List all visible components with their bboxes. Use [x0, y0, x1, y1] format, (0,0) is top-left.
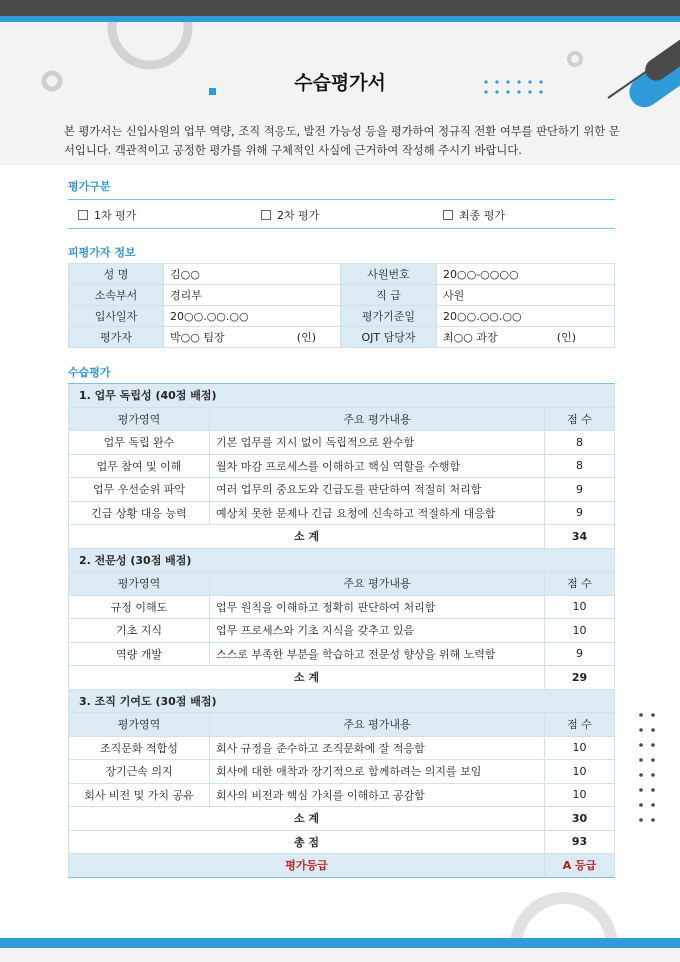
table-row — [69, 760, 615, 784]
area-cell: 업무 참여 및 이해 — [69, 454, 210, 478]
subtotal-value: 34 — [545, 525, 615, 549]
arc-decoration — [500, 870, 680, 940]
table-row — [69, 501, 615, 525]
section-title: 1. 업무 독립성 (40점 배점) — [69, 384, 615, 408]
area-cell: 기초 지식 — [69, 619, 210, 643]
dot-grid-decoration — [636, 708, 660, 832]
table-row — [69, 478, 615, 502]
seal-mark: (인) — [296, 331, 316, 344]
bottom-accent-bar — [0, 938, 680, 948]
option-label: 최종 평가 — [459, 209, 506, 222]
evaluation-table — [68, 383, 615, 878]
table-row — [69, 306, 615, 327]
grade-value: A 등급 — [545, 854, 615, 878]
section-title: 2. 전문성 (30점 배점) — [69, 548, 615, 572]
area-cell: 업무 독립 완수 — [69, 431, 210, 455]
section-3 — [69, 689, 615, 877]
evaluatee-table — [68, 263, 615, 348]
option-second-eval[interactable] — [261, 207, 319, 223]
col-area: 평가영역 — [69, 713, 210, 737]
content-cell: 업무 원칙을 이해하고 정확히 판단하여 처리함 — [210, 595, 545, 619]
dept-label: 소속부서 — [69, 285, 164, 306]
empno-label: 사원번호 — [341, 264, 437, 285]
section-1 — [69, 384, 615, 549]
content-cell: 여러 업무의 중요도와 긴급도를 판단하여 적절히 처리함 — [210, 478, 545, 502]
score-cell: 10 — [545, 760, 615, 784]
checkbox-final-eval[interactable] — [443, 210, 453, 220]
section-2 — [69, 548, 615, 689]
subtotal-label: 소 계 — [69, 807, 545, 831]
column-header-row — [69, 713, 615, 737]
ojt-cell — [437, 327, 615, 348]
area-cell: 역량 개발 — [69, 642, 210, 666]
table-row — [69, 642, 615, 666]
col-content: 주요 평가내용 — [210, 572, 545, 596]
subtotal-label: 소 계 — [69, 525, 545, 549]
dept-value: 경리부 — [164, 285, 341, 306]
option-label: 2차 평가 — [277, 209, 320, 222]
option-final-eval[interactable] — [443, 207, 505, 223]
score-cell: 10 — [545, 783, 615, 807]
table-row — [69, 327, 615, 348]
table-row — [69, 264, 615, 285]
subtotal-row — [69, 525, 615, 549]
col-score: 점 수 — [545, 713, 615, 737]
rank-label: 직 급 — [341, 285, 437, 306]
col-score: 점 수 — [545, 407, 615, 431]
subtotal-label: 소 계 — [69, 666, 545, 690]
ojt-value: 최○○ 과장 — [443, 331, 498, 344]
evaluator-cell — [164, 327, 341, 348]
section-header — [69, 384, 615, 408]
page-title: 수습평가서 — [294, 72, 386, 94]
content-cell: 기본 업무를 지시 없이 독립적으로 완수함 — [210, 431, 545, 455]
column-header-row — [69, 407, 615, 431]
evaluator-value: 박○○ 팀장 — [170, 331, 225, 344]
table-row — [69, 431, 615, 455]
table-row — [69, 783, 615, 807]
evaluator-label: 평가자 — [69, 327, 164, 348]
bottom-band — [0, 948, 680, 962]
section-title: 3. 조직 기여도 (30점 배점) — [69, 689, 615, 713]
checkbox-second-eval[interactable] — [261, 210, 271, 220]
name-value: 김○○ — [164, 264, 341, 285]
intro-text: 본 평가서는 신입사원의 업무 역량, 조직 적응도, 발전 가능성 등을 평가하여 정규직 전환 여부를 판단하기 위한 문서입니다. 객관적이고 공정한 평가를 위해 구체적인 사실에 근거하여 작성해 주시기 바랍니다. — [64, 125, 620, 157]
grade-label: 평가등급 — [69, 854, 545, 878]
evaluation-heading: 수습평가 — [68, 366, 111, 379]
checkbox-first-eval[interactable] — [78, 210, 88, 220]
name-label: 성 명 — [69, 264, 164, 285]
content-cell: 예상치 못한 문제나 긴급 요청에 신속하고 적절하게 대응함 — [210, 501, 545, 525]
area-cell: 업무 우선순위 파악 — [69, 478, 210, 502]
empno-value: 20○○-○○○○ — [437, 264, 615, 285]
content-cell: 회사에 대한 애착과 장기적으로 함께하려는 의지를 보임 — [210, 760, 545, 784]
area-cell: 조직문화 적합성 — [69, 736, 210, 760]
score-cell: 8 — [545, 431, 615, 455]
column-header-row — [69, 572, 615, 596]
area-cell: 장기근속 의지 — [69, 760, 210, 784]
content-cell: 회사 규정을 준수하고 조직문화에 잘 적응함 — [210, 736, 545, 760]
table-row — [69, 285, 615, 306]
top-bar — [0, 0, 680, 16]
subtotal-value: 30 — [545, 807, 615, 831]
subtotal-value: 29 — [545, 666, 615, 690]
score-cell: 10 — [545, 595, 615, 619]
score-cell: 9 — [545, 501, 615, 525]
score-cell: 8 — [545, 454, 615, 478]
col-area: 평가영역 — [69, 407, 210, 431]
table-row — [69, 595, 615, 619]
rank-value: 사원 — [437, 285, 615, 306]
score-cell: 9 — [545, 478, 615, 502]
col-content: 주요 평가내용 — [210, 713, 545, 737]
score-cell: 10 — [545, 619, 615, 643]
ojt-label: OJT 담당자 — [341, 327, 437, 348]
subtotal-row — [69, 807, 615, 831]
table-row — [69, 736, 615, 760]
section-header — [69, 689, 615, 713]
evaluatee-heading: 피평가자 정보 — [68, 246, 136, 259]
total-row — [69, 830, 615, 854]
option-label: 1차 평가 — [94, 209, 137, 222]
area-cell: 회사 비전 및 가치 공유 — [69, 783, 210, 807]
section-header — [69, 548, 615, 572]
subtotal-row — [69, 666, 615, 690]
total-value: 93 — [545, 830, 615, 854]
content-cell: 업무 프로세스와 기초 지식을 갖추고 있음 — [210, 619, 545, 643]
base-date-label: 평가기준일 — [341, 306, 437, 327]
content-cell: 스스로 부족한 부분을 학습하고 전문성 향상을 위해 노력함 — [210, 642, 545, 666]
table-row — [69, 619, 615, 643]
col-content: 주요 평가내용 — [210, 407, 545, 431]
table-row — [69, 454, 615, 478]
content-cell: 회사의 비전과 핵심 가치를 이해하고 공감함 — [210, 783, 545, 807]
content-cell: 월차 마감 프로세스를 이해하고 핵심 역할을 수행함 — [210, 454, 545, 478]
col-area: 평가영역 — [69, 572, 210, 596]
col-score: 점 수 — [545, 572, 615, 596]
area-cell: 규정 이해도 — [69, 595, 210, 619]
eval-type-options — [68, 199, 615, 229]
total-label: 총 점 — [69, 830, 545, 854]
eval-type-heading: 평가구분 — [68, 180, 111, 193]
join-date-value: 20○○.○○.○○ — [164, 306, 341, 327]
base-date-value: 20○○.○○.○○ — [437, 306, 615, 327]
score-cell: 10 — [545, 736, 615, 760]
area-cell: 긴급 상황 대응 능력 — [69, 501, 210, 525]
seal-mark: (인) — [556, 331, 576, 344]
option-first-eval[interactable] — [78, 207, 136, 223]
join-date-label: 입사일자 — [69, 306, 164, 327]
score-cell: 9 — [545, 642, 615, 666]
